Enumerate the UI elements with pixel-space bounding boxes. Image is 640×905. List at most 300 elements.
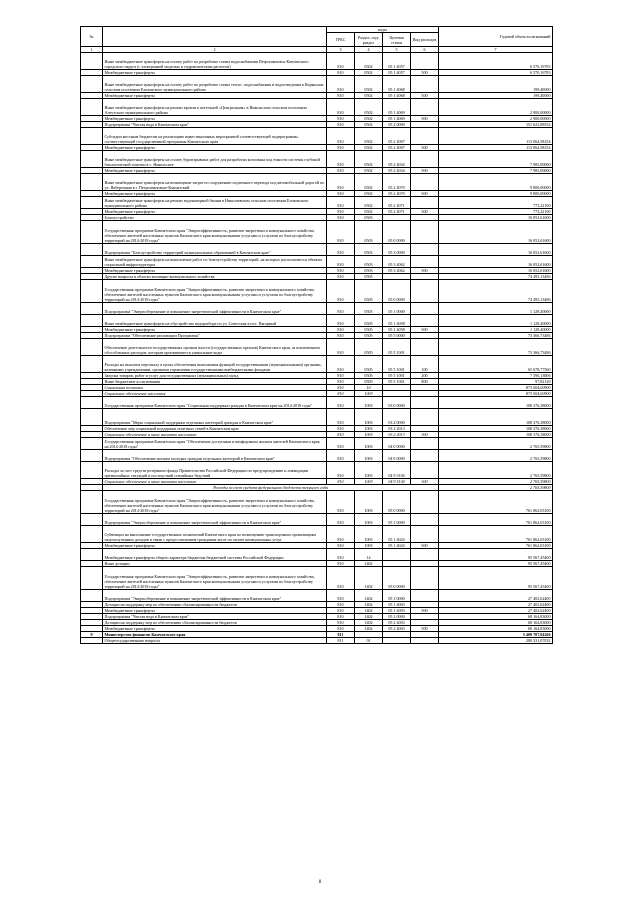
row-grbs: 810 bbox=[327, 116, 355, 122]
row-razdel: 1003 bbox=[355, 514, 383, 526]
row-razdel: 14 bbox=[355, 549, 383, 561]
row-sum: 2 765,59800 bbox=[439, 485, 553, 491]
table-row bbox=[81, 76, 553, 93]
row-cs: 03 0 0000 bbox=[383, 397, 411, 409]
row-cs: 05 0 0000 bbox=[383, 280, 411, 303]
row-num bbox=[81, 151, 103, 168]
row-sum: 73 366,73486 bbox=[439, 333, 553, 339]
header-num: № bbox=[81, 27, 103, 47]
row-grbs: 810 bbox=[327, 491, 355, 514]
row-grbs: 810 bbox=[327, 620, 355, 626]
row-cs: 05 2 4007 bbox=[383, 145, 411, 151]
row-vr: 500 bbox=[411, 191, 439, 197]
row-grbs: 810 bbox=[327, 122, 355, 128]
row-num bbox=[81, 221, 103, 244]
header-idx-5: 5 bbox=[383, 47, 411, 53]
row-num bbox=[81, 397, 103, 409]
header-codes: коды bbox=[327, 27, 439, 33]
row-grbs: 810 bbox=[327, 53, 355, 70]
table-row bbox=[81, 491, 553, 514]
row-vr: 500 bbox=[411, 327, 439, 333]
row-vr bbox=[411, 76, 439, 93]
row-vr bbox=[411, 99, 439, 116]
row-grbs: 810 bbox=[327, 626, 355, 632]
row-name: Межбюджетные трансферты bbox=[103, 327, 327, 333]
row-razdel: 0502 bbox=[355, 197, 383, 209]
row-razdel: 1003 bbox=[355, 432, 383, 438]
row-num bbox=[81, 197, 103, 209]
row-vr: 500 bbox=[411, 626, 439, 632]
row-cs: 04 9 5104 bbox=[383, 479, 411, 485]
row-sum: 108 376,38000 bbox=[439, 426, 553, 432]
row-name: Благоустройство bbox=[103, 215, 327, 221]
row-vr bbox=[411, 339, 439, 356]
row-grbs: 810 bbox=[327, 373, 355, 379]
row-name: Государственная программа Камчатского края "Энергоэффективность, развитие энергетики и коммунального хозяйства, обеспечение жителей населенных пунктов Камчатского края коммунальными услугами и услугами по благоустройству территорий на 2014-2018 годы" bbox=[103, 491, 327, 514]
table-row bbox=[81, 567, 553, 590]
row-grbs: 810 bbox=[327, 526, 355, 543]
row-grbs: 810 bbox=[327, 567, 355, 590]
row-cs: 05 1 4069 bbox=[383, 99, 411, 116]
table-row bbox=[81, 438, 553, 450]
row-razdel: 0502 bbox=[355, 93, 383, 99]
row-razdel: 0505 bbox=[355, 333, 383, 339]
row-num bbox=[81, 280, 103, 303]
row-name: Социальное обеспечение и иные выплаты населению bbox=[103, 432, 327, 438]
row-cs: 05 2 0000 bbox=[383, 614, 411, 620]
row-sum: 74 495,13486 bbox=[439, 280, 553, 303]
header-idx-7: 7 bbox=[439, 47, 553, 53]
row-sum: 16 052,61600 bbox=[439, 221, 553, 244]
row-vr: 300 bbox=[411, 432, 439, 438]
row-razdel: 0505 bbox=[355, 274, 383, 280]
row-sum: 761 862,03100 bbox=[439, 543, 553, 549]
row-cs: 05 2 4070 bbox=[383, 191, 411, 197]
row-cs: 05 1 4024 bbox=[383, 526, 411, 543]
row-cs: 05 1 4068 bbox=[383, 93, 411, 99]
row-grbs: 810 bbox=[327, 274, 355, 280]
row-name: Межбюджетные трансферты bbox=[103, 209, 327, 215]
row-num bbox=[81, 438, 103, 450]
row-vr: 500 bbox=[411, 209, 439, 215]
row-razdel: 1402 bbox=[355, 608, 383, 614]
row-name: Межбюджетные трансферты bbox=[103, 543, 327, 549]
page-number: 8 bbox=[318, 880, 322, 885]
header-idx-2: 2 bbox=[103, 47, 327, 53]
header-idx-1: 1 bbox=[81, 47, 103, 53]
row-name: Межбюджетные трансферты bbox=[103, 145, 327, 151]
row-name: Социальное обеспечение населения bbox=[103, 391, 327, 397]
row-num bbox=[81, 567, 103, 590]
row-vr bbox=[411, 303, 439, 315]
row-sum: 68 164,83000 bbox=[439, 620, 553, 626]
row-grbs: 810 bbox=[327, 379, 355, 385]
row-num bbox=[81, 315, 103, 327]
row-name: Государственная программа Камчатского края "Социальная поддержка граждан в Камчатском крае на 2014-2018 годы" bbox=[103, 397, 327, 409]
row-razdel: 0505 bbox=[355, 280, 383, 303]
row-sum: 74 495,13486 bbox=[439, 274, 553, 280]
row-razdel: 0502 bbox=[355, 191, 383, 197]
row-num bbox=[81, 53, 103, 70]
row-vr bbox=[411, 280, 439, 303]
row-vr bbox=[411, 409, 439, 426]
row-sum: 16 052,61600 bbox=[439, 244, 553, 256]
row-grbs: 810 bbox=[327, 209, 355, 215]
row-num bbox=[81, 244, 103, 256]
row-vr: 500 bbox=[411, 608, 439, 614]
row-cs bbox=[383, 549, 411, 561]
row-sum: 97,82120 bbox=[439, 379, 553, 385]
row-cs: 05 2 4003 bbox=[383, 626, 411, 632]
row-grbs: 810 bbox=[327, 339, 355, 356]
row-razdel: 0503 bbox=[355, 244, 383, 256]
row-sum: 113 064,58254 bbox=[439, 145, 553, 151]
table-row bbox=[81, 462, 553, 479]
row-razdel: 1402 bbox=[355, 602, 383, 608]
row-razdel: 1003 bbox=[355, 543, 383, 549]
row-vr bbox=[411, 397, 439, 409]
row-razdel: 01 bbox=[355, 638, 383, 644]
row-name: Иные межбюджетные трансферты на оплату работ по разработке схемы водоснабжения Петропавловск-Камчатского городского округа (с электронной моделью и гидравлическим расчетом) bbox=[103, 53, 327, 70]
row-cs: 05 1 4024 bbox=[383, 543, 411, 549]
row-grbs: 810 bbox=[327, 397, 355, 409]
row-sum: 151 622,88554 bbox=[439, 122, 553, 128]
row-sum: 73 366,73486 bbox=[439, 339, 553, 356]
header-razdel: Раздел, под-раздел bbox=[355, 33, 383, 47]
row-sum: 199,40000 bbox=[439, 76, 553, 93]
row-num bbox=[81, 491, 103, 514]
row-vr bbox=[411, 128, 439, 145]
row-name: Межбюджетные трансферты bbox=[103, 268, 327, 274]
row-grbs: 810 bbox=[327, 543, 355, 549]
row-sum: 108 376,38000 bbox=[439, 409, 553, 426]
row-grbs: 810 bbox=[327, 128, 355, 145]
row-cs: 05 3 4062 bbox=[383, 256, 411, 268]
table-row bbox=[81, 356, 553, 373]
row-sum: 2 765,59800 bbox=[439, 438, 553, 450]
row-vr bbox=[411, 244, 439, 256]
row-sum: 2 765,59800 bbox=[439, 462, 553, 479]
row-razdel: 1402 bbox=[355, 620, 383, 626]
row-razdel: 1003 bbox=[355, 426, 383, 432]
row-num bbox=[81, 303, 103, 315]
row-vr bbox=[411, 315, 439, 327]
row-sum: 1 128,40000 bbox=[439, 303, 553, 315]
row-sum: 16 052,61600 bbox=[439, 215, 553, 221]
header-idx-3: 3 bbox=[327, 47, 355, 53]
row-cs: 05 2 4071 bbox=[383, 197, 411, 209]
row-sum: 68 164,83000 bbox=[439, 626, 553, 632]
row-cs: 05 1 4068 bbox=[383, 76, 411, 93]
row-vr: 500 bbox=[411, 543, 439, 549]
header-sum: Годовой объем ассигнований bbox=[439, 27, 553, 47]
row-sum: 9 800,00000 bbox=[439, 191, 553, 197]
row-num: 9 bbox=[81, 632, 103, 638]
row-sum: 873 004,00900 bbox=[439, 385, 553, 391]
row-sum: 5 400 707,04266 bbox=[439, 632, 553, 638]
row-razdel: 0502 bbox=[355, 53, 383, 70]
row-razdel: 0502 bbox=[355, 76, 383, 93]
table-row bbox=[81, 280, 553, 303]
header-grbs: ГРБС bbox=[327, 33, 355, 47]
row-cs: 05 2 4070 bbox=[383, 174, 411, 191]
row-razdel: 0502 bbox=[355, 145, 383, 151]
row-cs: 05 2 4034 bbox=[383, 151, 411, 168]
row-cs: 04 0 0000 bbox=[383, 438, 411, 450]
row-num bbox=[81, 256, 103, 268]
row-num bbox=[81, 356, 103, 373]
row-grbs: 810 bbox=[327, 614, 355, 620]
row-cs: 05 5 0000 bbox=[383, 333, 411, 339]
row-razdel: 0503 bbox=[355, 268, 383, 274]
row-grbs: 810 bbox=[327, 450, 355, 462]
row-name: Подпрограмма "Обеспечение жильем молодых граждан отдельных категорий в Камчатском крае" bbox=[103, 450, 327, 462]
row-razdel: 1003 bbox=[355, 491, 383, 514]
row-cs: 05 3 4062 bbox=[383, 268, 411, 274]
row-razdel: 0503 bbox=[355, 256, 383, 268]
row-name: Дотации на поддержку мер по обеспечению сбалансированности бюджетов bbox=[103, 602, 327, 608]
row-vr: 500 bbox=[411, 116, 439, 122]
row-num bbox=[81, 526, 103, 543]
row-grbs: 810 bbox=[327, 608, 355, 614]
row-name: Иные бюджетные ассигнования bbox=[103, 379, 327, 385]
row-vr: 300 bbox=[411, 479, 439, 485]
row-vr: 100 bbox=[411, 356, 439, 373]
header-vr: Вид расходов bbox=[411, 33, 439, 47]
row-sum: 7 985,00000 bbox=[439, 168, 553, 174]
row-vr bbox=[411, 526, 439, 543]
row-name: Государственная программа Камчатского края "Энергоэффективность, развитие энергетики и коммунального хозяйства, обеспечение жителей населенных пунктов Камчатского края коммунальными услугами и услугами по благоустройству территорий на 2014-2018 годы" bbox=[103, 280, 327, 303]
row-sum: 1 128,40000 bbox=[439, 327, 553, 333]
table-row bbox=[81, 197, 553, 209]
row-sum: 9 800,00000 bbox=[439, 174, 553, 191]
row-razdel: 0502 bbox=[355, 174, 383, 191]
row-sum: 6 570,16783 bbox=[439, 70, 553, 76]
row-grbs: 810 bbox=[327, 426, 355, 432]
row-grbs: 810 bbox=[327, 76, 355, 93]
row-vr bbox=[411, 197, 439, 209]
row-razdel: 0505 bbox=[355, 339, 383, 356]
row-cs: 05 1 4058 bbox=[383, 315, 411, 327]
row-razdel: 1003 bbox=[355, 391, 383, 397]
row-vr bbox=[411, 491, 439, 514]
row-grbs: 810 bbox=[327, 280, 355, 303]
row-vr bbox=[411, 590, 439, 602]
row-grbs: 810 bbox=[327, 514, 355, 526]
row-name: Иные межбюджетные трансферты на выполнение работ по благоустройству территорий, на которых располагаются объекты социальной инфраструктуры bbox=[103, 256, 327, 268]
row-name: Расходы за счет средств резервного фонда Правительства Российской Федерации по предупреждению и ликвидации чрезвычайных ситуаций и последствий стихийных бедствий bbox=[103, 462, 327, 479]
row-razdel: 0505 bbox=[355, 379, 383, 385]
row-grbs: 810 bbox=[327, 602, 355, 608]
row-razdel: 10 bbox=[355, 385, 383, 391]
row-num bbox=[81, 99, 103, 116]
row-name: Государственная программа Камчатского края "Энергоэффективность, развитие энергетики и коммунального хозяйства, обеспечение жителей населенных пунктов Камчатского края коммунальными услугами и услугами по благоустройству территорий на 2014-2018 годы" bbox=[103, 567, 327, 590]
row-razdel: 0502 bbox=[355, 122, 383, 128]
row-razdel: 0505 bbox=[355, 356, 383, 373]
row-name: Субсидии местным бюджетам на реализацию инвестиционных мероприятий соответствующей подпрограммы соответствующей государственной программы Камчатского края bbox=[103, 128, 327, 145]
header-cs: Целевая статья bbox=[383, 33, 411, 47]
row-sum: 27 402,62400 bbox=[439, 590, 553, 602]
row-cs: 05 1 4069 bbox=[383, 116, 411, 122]
table-row bbox=[81, 315, 553, 327]
row-grbs: 810 bbox=[327, 151, 355, 168]
row-vr bbox=[411, 549, 439, 561]
row-grbs: 810 bbox=[327, 99, 355, 116]
row-sum: 68 164,83000 bbox=[439, 614, 553, 620]
row-num bbox=[81, 462, 103, 479]
row-vr bbox=[411, 638, 439, 644]
row-razdel: 0505 bbox=[355, 303, 383, 315]
row-cs: 03 2 2013 bbox=[383, 426, 411, 432]
table-body bbox=[81, 53, 553, 644]
row-sum: 108 376,38000 bbox=[439, 432, 553, 438]
row-cs: 04 9 0000 bbox=[383, 450, 411, 462]
row-grbs: 810 bbox=[327, 327, 355, 333]
row-num bbox=[81, 638, 103, 644]
row-vr bbox=[411, 567, 439, 590]
row-name: Межбюджетные трансферты bbox=[103, 93, 327, 99]
row-cs: 05 5 1001 bbox=[383, 339, 411, 356]
table-row bbox=[81, 514, 553, 526]
row-sum: 95 567,45400 bbox=[439, 567, 553, 590]
table-row bbox=[81, 174, 553, 191]
table-row bbox=[81, 590, 553, 602]
row-grbs: 810 bbox=[327, 356, 355, 373]
row-name: Подпрограмма "Обеспечение реализации Программы" bbox=[103, 333, 327, 339]
row-cs: 03 2 2013 bbox=[383, 432, 411, 438]
row-name: Государственная программа Камчатского края "Обеспечение доступным и комфортным жильем жителей Камчатского края на 2014-2018 годы" bbox=[103, 438, 327, 450]
row-sum: 16 052,61600 bbox=[439, 256, 553, 268]
row-sum: 95 567,45400 bbox=[439, 561, 553, 567]
row-cs: 05 1 4003 bbox=[383, 608, 411, 614]
row-razdel: 0502 bbox=[355, 99, 383, 116]
budget-table bbox=[80, 26, 553, 644]
row-razdel: 1402 bbox=[355, 626, 383, 632]
row-vr bbox=[411, 462, 439, 479]
row-name: Подпрограмма "Меры социальной поддержки отдельных категорий граждан в Камчатском крае" bbox=[103, 409, 327, 426]
row-grbs: 810 bbox=[327, 333, 355, 339]
row-sum: 773,22100 bbox=[439, 197, 553, 209]
row-vr bbox=[411, 438, 439, 450]
row-num bbox=[81, 76, 103, 93]
row-sum: 773,22100 bbox=[439, 209, 553, 215]
row-grbs: 810 bbox=[327, 391, 355, 397]
row-sum: 2 900,00000 bbox=[439, 99, 553, 116]
row-cs: 05 5 1001 bbox=[383, 356, 411, 373]
row-grbs: 810 bbox=[327, 221, 355, 244]
row-sum: 873 004,00900 bbox=[439, 391, 553, 397]
row-cs: 05 1 0000 bbox=[383, 303, 411, 315]
row-vr bbox=[411, 174, 439, 191]
row-cs: 05 1 0000 bbox=[383, 514, 411, 526]
row-cs: 05 5 1001 bbox=[383, 373, 411, 379]
row-vr: 200 bbox=[411, 373, 439, 379]
table-row bbox=[81, 128, 553, 145]
table-row bbox=[81, 397, 553, 409]
row-sum: 27 402,62400 bbox=[439, 602, 553, 608]
row-num bbox=[81, 514, 103, 526]
row-name: Подпрограмма "Благоустройство территорий муниципальных образований в Камчатском крае" bbox=[103, 244, 327, 256]
row-name: Государственная программа Камчатского края "Энергоэффективность, развитие энергетики и коммунального хозьйства, обеспечение жителей населенных пунктов Камчатского края коммунальными услугами и услугами по благоустройству территорий на 2014-2018 годы" bbox=[103, 221, 327, 244]
table-row bbox=[81, 409, 553, 426]
row-cs: 05 2 0000 bbox=[383, 122, 411, 128]
row-sum: 16 052,61600 bbox=[439, 268, 553, 274]
row-sum: 280 331,07032 bbox=[439, 638, 553, 644]
row-name: Иные межбюджетные трансферты на возмещение затрат по сооружению подземного перехода под автомобильной дорогой по ул. Набережная в г. Петропавловске-Камчатский bbox=[103, 174, 327, 191]
table-row bbox=[81, 244, 553, 256]
row-sum: 761 862,03100 bbox=[439, 491, 553, 514]
row-grbs: 810 bbox=[327, 315, 355, 327]
row-cs: 05 0 0000 bbox=[383, 221, 411, 244]
row-name: Иные межбюджетные трансферты на оплату работ по разработке схемы тепло-, водоснабжения и водоотведения в Корякском сельском поселении Елизовского муниципального района bbox=[103, 76, 327, 93]
row-name: Общегосударственные вопросы bbox=[103, 638, 327, 644]
table-row bbox=[81, 151, 553, 168]
row-name: Социальная политика bbox=[103, 385, 327, 391]
row-num bbox=[81, 174, 103, 191]
row-grbs: 810 bbox=[327, 385, 355, 391]
row-vr bbox=[411, 450, 439, 462]
row-cs bbox=[383, 638, 411, 644]
row-name: Подпрограмма "Энергосбережение и повышение энергетической эффективности в Камчатском крае" bbox=[103, 590, 327, 602]
row-razdel: 0502 bbox=[355, 128, 383, 145]
row-name: Министерство финансов Камчатского края bbox=[103, 632, 327, 638]
header-idx-6: 6 bbox=[411, 47, 439, 53]
row-grbs: 810 bbox=[327, 549, 355, 561]
row-sum: 65 678,77560 bbox=[439, 356, 553, 373]
row-grbs: 810 bbox=[327, 191, 355, 197]
row-name: Иные дотации bbox=[103, 561, 327, 567]
row-name: Межбюджетные трансферты bbox=[103, 626, 327, 632]
row-name: Расходы на выплаты персоналу в целях обеспечения выполнения функций государственными (муниципальными) органами, казенными учреждениями, органами управления государственными внебюджетными фондами bbox=[103, 356, 327, 373]
row-sum: 6 570,16783 bbox=[439, 53, 553, 70]
row-cs: 05 3 0000 bbox=[383, 244, 411, 256]
row-grbs: 810 bbox=[327, 561, 355, 567]
table-row bbox=[81, 256, 553, 268]
row-grbs: 810 bbox=[327, 93, 355, 99]
row-name: Расходы за счет средств федерального бюджета текущего года bbox=[103, 485, 439, 491]
row-cs: 03 2 0000 bbox=[383, 409, 411, 426]
header-idx-4: 4 bbox=[355, 47, 383, 53]
row-vr: 500 bbox=[411, 168, 439, 174]
row-grbs: 810 bbox=[327, 168, 355, 174]
row-name: Подпрограмма "Энергосбережение и повышение энергетической эффективности в Камчатском крае" bbox=[103, 303, 327, 315]
row-name: Дотации на поддержку мер по обеспечению сбалансированности бюджетов bbox=[103, 620, 327, 626]
row-num bbox=[81, 450, 103, 462]
row-num bbox=[81, 409, 103, 426]
row-name: Социальное обеспечение и иные выплаты населению bbox=[103, 479, 327, 485]
row-cs: 05 1 0000 bbox=[383, 590, 411, 602]
row-cs: 05 1 4057 bbox=[383, 70, 411, 76]
row-sum: 199,40000 bbox=[439, 93, 553, 99]
row-cs: 05 1 4003 bbox=[383, 602, 411, 608]
row-vr: 800 bbox=[411, 379, 439, 385]
row-cs: 05 2 4034 bbox=[383, 168, 411, 174]
row-cs: 05 2 4007 bbox=[383, 128, 411, 145]
row-razdel: 0502 bbox=[355, 151, 383, 168]
row-grbs: 810 bbox=[327, 432, 355, 438]
row-grbs: 810 bbox=[327, 70, 355, 76]
row-num bbox=[81, 590, 103, 602]
row-sum: 1 128,40000 bbox=[439, 315, 553, 327]
row-grbs: 810 bbox=[327, 197, 355, 209]
row-num bbox=[81, 128, 103, 145]
row-razdel: 1402 bbox=[355, 567, 383, 590]
row-sum: 113 064,58254 bbox=[439, 128, 553, 145]
row-sum: 27 402,62400 bbox=[439, 608, 553, 614]
row-cs: 05 0 0000 bbox=[383, 491, 411, 514]
row-grbs: 810 bbox=[327, 462, 355, 479]
row-sum: 761 862,03100 bbox=[439, 526, 553, 543]
